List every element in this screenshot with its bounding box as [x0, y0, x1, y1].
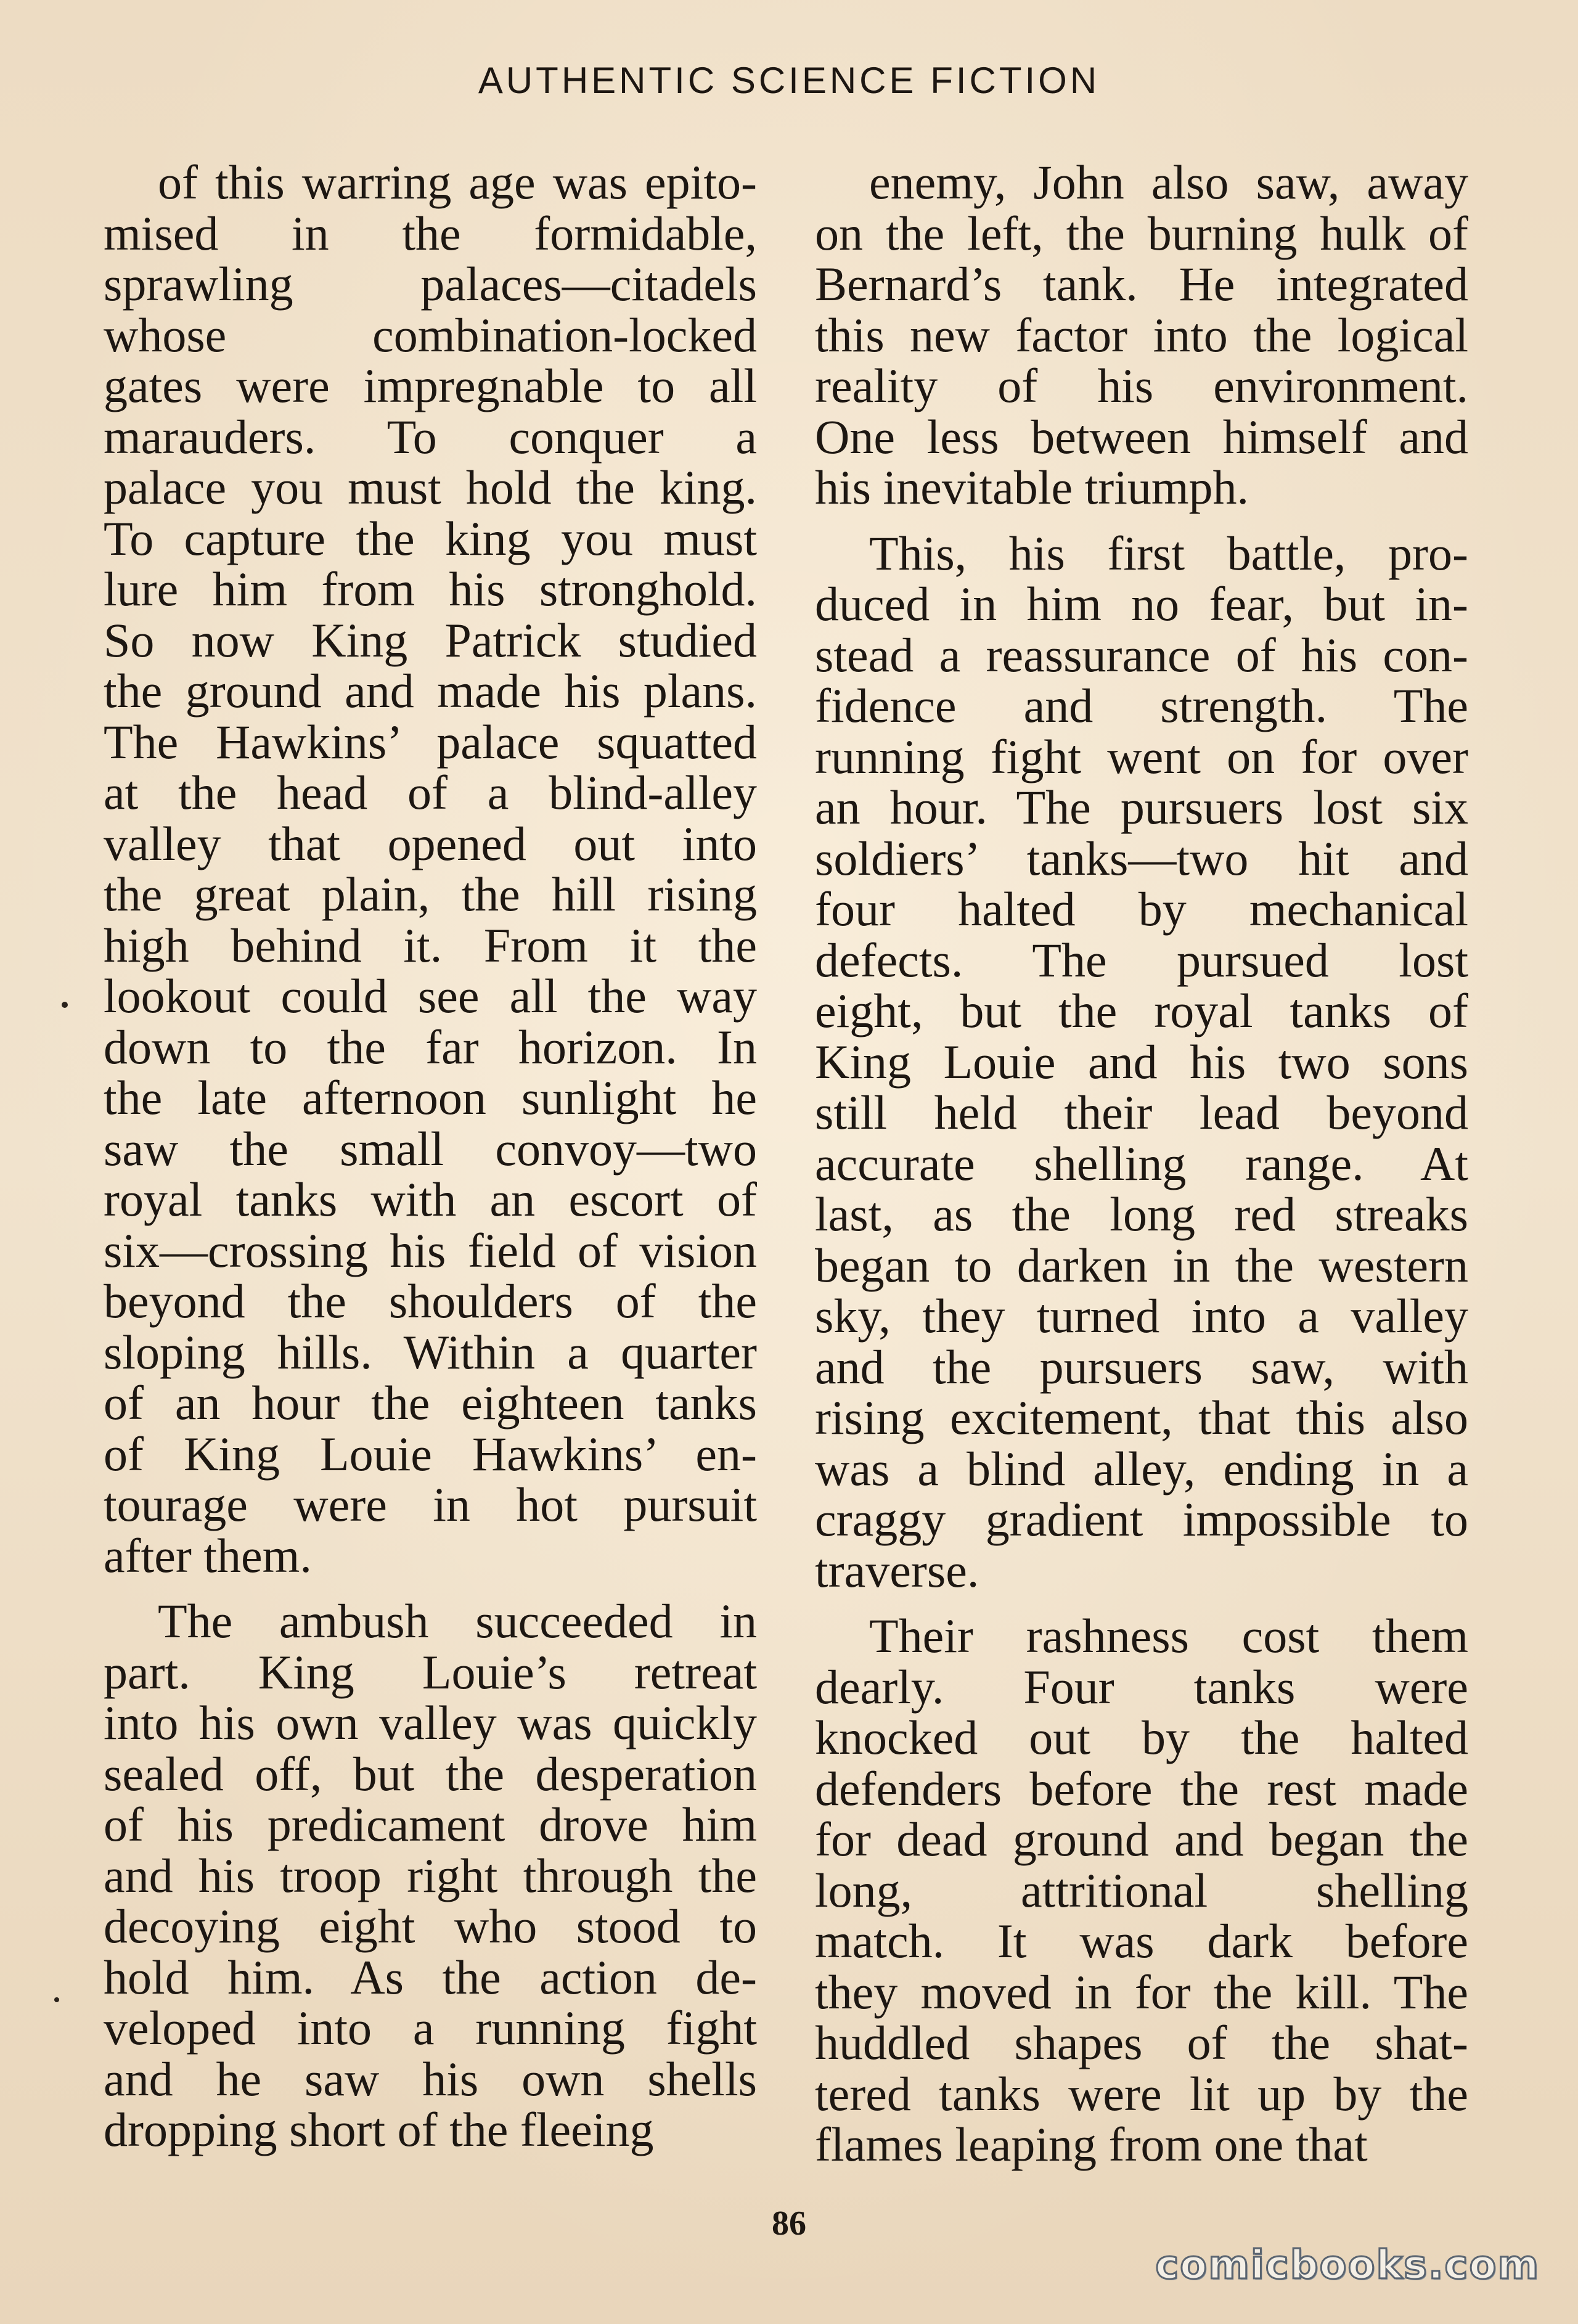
- text-line: high behind it. From it the: [104, 918, 757, 972]
- text-line: into his own valley was quickly: [104, 1696, 757, 1749]
- text-line: rising excitement, that this also: [815, 1391, 1468, 1444]
- text-line: and his troop right through the: [104, 1848, 757, 1902]
- text-line: hold him. As the action de-: [104, 1950, 757, 2004]
- text-line: still held their lead beyond: [815, 1086, 1468, 1139]
- text-line: was a blind alley, ending in a: [815, 1441, 1468, 1495]
- text-line: the late afternoon sunlight he: [104, 1071, 757, 1124]
- text-line: they moved in for the kill. The: [815, 1965, 1468, 2019]
- right-text-column: [815, 157, 1468, 2171]
- text-line: of King Louie Hawkins’ en-: [104, 1426, 757, 1481]
- text-line: last, as the long red streaks: [815, 1187, 1468, 1241]
- text-line: enemy, John also saw, away: [869, 155, 1468, 209]
- text-line: sprawling palaces—citadels: [104, 257, 757, 311]
- paragraph-right-1: [815, 157, 1468, 513]
- text-line: an hour. The pursuers lost six: [815, 780, 1468, 834]
- text-line: traverse.: [815, 1543, 979, 1597]
- text-line: To capture the king you must: [104, 511, 757, 565]
- page-number: 86: [772, 2204, 806, 2243]
- text-line: flames leaping from one that: [815, 2117, 1368, 2171]
- paragraph-left-1: [104, 157, 757, 1581]
- text-line: match. It was dark before: [815, 1914, 1468, 1968]
- text-line: King Louie and his two sons: [815, 1034, 1468, 1089]
- paragraph-right-3: [815, 1611, 1468, 2171]
- text-line: eight, but the royal tanks of: [815, 984, 1468, 1037]
- text-line: long, attritional shelling: [815, 1863, 1468, 1917]
- text-line: royal tanks with an escort of: [104, 1172, 757, 1226]
- text-line: gates were impregnable to all: [104, 359, 757, 412]
- text-line: for dead ground and began the: [815, 1812, 1468, 1866]
- text-line: part. King Louie’s retreat: [104, 1645, 757, 1699]
- text-line: began to darken in the western: [815, 1238, 1468, 1292]
- text-line: One less between himself and: [815, 409, 1468, 464]
- text-line: and he saw his own shells: [104, 2052, 757, 2106]
- text-line: dropping short of the fleeing: [104, 2103, 654, 2156]
- text-line: knocked out by the halted: [815, 1711, 1468, 1764]
- text-line: stead a reassurance of his con-: [815, 628, 1468, 682]
- text-line: Bernard’s tank. He integrated: [815, 257, 1468, 311]
- paragraph-right-2: [815, 528, 1468, 1597]
- print-speck: [62, 1002, 68, 1008]
- text-line: at the head of a blind-alley: [104, 766, 757, 819]
- text-line: defects. The pursued lost: [815, 933, 1468, 987]
- paragraph-left-2: [104, 1596, 757, 2156]
- text-line: tourage were in hot pursuit: [104, 1478, 757, 1531]
- running-head: AUTHENTIC SCIENCE FICTION: [478, 60, 1100, 101]
- text-line: mised in the formidable,: [104, 206, 757, 260]
- text-line: beyond the shoulders of the: [104, 1274, 757, 1328]
- text-line: craggy gradient impossible to: [815, 1492, 1468, 1546]
- watermark-logo: comicbooks.com: [1155, 2243, 1540, 2288]
- text-line: his inevitable triumph.: [815, 460, 1249, 514]
- text-line: six—crossing his field of vision: [104, 1223, 757, 1277]
- text-line: reality of his environment.: [815, 359, 1468, 412]
- text-line: The ambush succeeded in: [158, 1594, 757, 1648]
- text-line: the ground and made his plans.: [104, 664, 757, 718]
- text-line: of his predicament drove him: [104, 1798, 757, 1851]
- text-line: Their rashness cost them: [869, 1609, 1468, 1663]
- text-line: the great plain, the hill rising: [104, 867, 757, 921]
- text-line: on the left, the burning hulk of: [815, 206, 1468, 260]
- text-line: sloping hills. Within a quarter: [104, 1325, 757, 1379]
- text-line: duced in him no fear, but in-: [815, 577, 1468, 631]
- text-line: decoying eight who stood to: [104, 1899, 757, 1953]
- text-line: lure him from his stronghold.: [104, 562, 757, 616]
- text-line: fidence and strength. The: [815, 679, 1468, 732]
- left-text-column: [104, 157, 757, 2156]
- text-line: of this warring age was epito-: [158, 155, 757, 209]
- text-line: running fight went on for over: [815, 729, 1468, 784]
- text-line: dearly. Four tanks were: [815, 1659, 1468, 1714]
- text-line: whose combination-locked: [104, 308, 757, 362]
- text-line: This, his first battle, pro-: [869, 526, 1468, 580]
- text-line: lookout could see all the way: [104, 969, 757, 1023]
- text-line: defenders before the rest made: [815, 1761, 1468, 1815]
- text-line: veloped into a running fight: [104, 2001, 757, 2055]
- text-line: accurate shelling range. At: [815, 1136, 1468, 1190]
- print-speck: [54, 1997, 59, 2002]
- text-line: this new factor into the logical: [815, 308, 1468, 362]
- text-line: and the pursuers saw, with: [815, 1340, 1468, 1394]
- text-line: The Hawkins’ palace squatted: [104, 714, 757, 769]
- text-line: tered tanks were lit up by the: [815, 2066, 1468, 2121]
- text-line: sealed off, but the desperation: [104, 1746, 757, 1801]
- text-line: down to the far horizon. In: [104, 1020, 757, 1074]
- text-line: after them.: [104, 1528, 312, 1582]
- text-line: sky, they turned into a valley: [815, 1289, 1468, 1343]
- text-line: huddled shapes of the shat-: [815, 2016, 1468, 2069]
- text-line: marauders. To conquer a: [104, 409, 757, 464]
- text-line: soldiers’ tanks—two hit and: [815, 831, 1468, 885]
- text-line: palace you must hold the king.: [104, 460, 757, 514]
- text-line: valley that opened out into: [104, 816, 757, 870]
- text-line: four halted by mechanical: [815, 882, 1468, 936]
- text-line: of an hour the eighteen tanks: [104, 1376, 757, 1430]
- text-line: So now King Patrick studied: [104, 613, 757, 667]
- text-line: saw the small convoy—two: [104, 1121, 757, 1176]
